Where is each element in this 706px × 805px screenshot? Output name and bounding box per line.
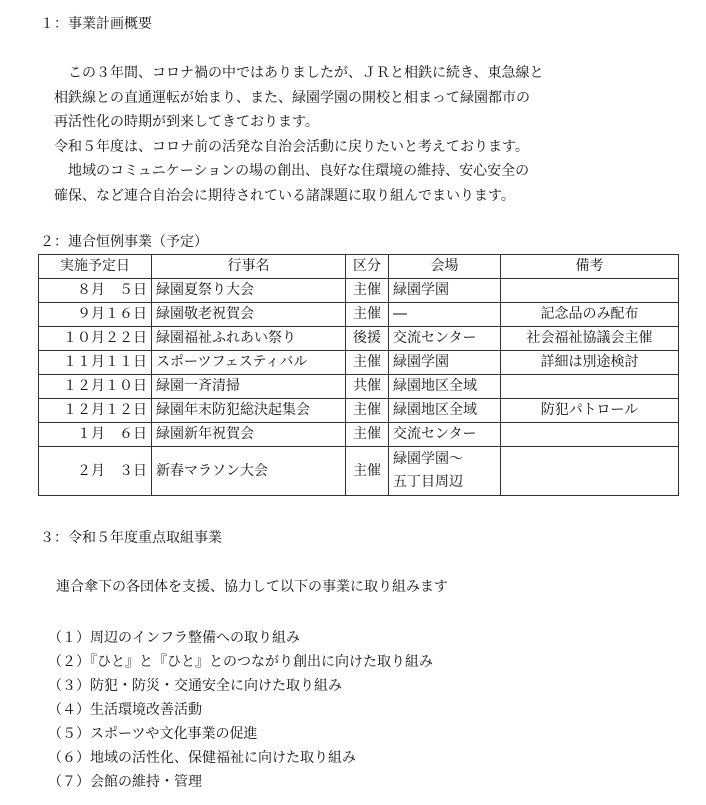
cell-event-name: 新春マラソン大会 [152,447,346,496]
cell-event-name: 緑園敬老祝賀会 [152,303,346,327]
table-row [39,351,679,375]
table-header-row [39,255,679,279]
cell-venue [389,447,501,496]
header-division: 区分 [346,255,389,279]
cell-division: 主催 [346,351,389,375]
cell-date: １２月１２日 [39,399,152,423]
paragraph-line: この３年間、コロナ禍の中ではありましたが、ＪＲと相鉄に続き、東急線と [54,65,544,81]
cell-event-name: 緑園年末防犯総決起集会 [152,399,346,423]
cell-venue: ― [389,303,501,327]
events-table [38,254,679,496]
table-row [39,303,679,327]
table-row [39,279,679,303]
paragraph-line: 令和５年度は、コロナ前の活発な自治会活動に戻りたいと考えております。 [54,138,529,155]
table-row [39,399,679,423]
cell-note: 社会福祉協議会主催 [501,327,679,351]
cell-event-name: 緑園福祉ふれあい祭り [152,327,346,351]
cell-note [501,375,679,399]
cell-division: 主催 [346,303,389,327]
venue-line: 緑園学園～ [393,451,463,467]
cell-division: 主催 [346,279,389,303]
cell-note [501,423,679,447]
header-event-name: 行事名 [152,255,346,279]
cell-date: １月 ６日 [39,423,152,447]
header-date: 実施予定日 [39,255,152,279]
venue-line: 五丁目周辺 [393,474,463,490]
cell-venue: 緑園地区全域 [389,375,501,399]
cell-venue: 交流センター [389,423,501,447]
cell-note: 防犯パトロール [501,399,679,423]
cell-division: 共催 [346,375,389,399]
cell-division: 主催 [346,423,389,447]
cell-division: 主催 [346,399,389,423]
list-item: （２）『ひと』と『ひと』とのつながり創出に向けた取り組み [48,654,433,670]
paragraph-line: 再活性化の時期が到来してきております。 [54,114,319,130]
list-item: （５）スポーツや文化事業の促進 [48,726,258,742]
cell-date: ８月 ５日 [39,279,152,303]
cell-event-name: 緑園新年祝賀会 [152,423,346,447]
priority-projects-list [48,626,433,794]
cell-date: １２月１０日 [39,375,152,399]
header-note: 備考 [501,255,679,279]
paragraph-line: 相鉄線との直通運転が始まり、また、緑園学園の開校と相まって緑園都市の [54,89,530,106]
cell-date: １１月１１日 [39,351,152,375]
list-item: （３）防犯・防災・交通安全に向けた取り組み [48,678,342,694]
table-row [39,327,679,351]
paragraph-line: 地域のコミュニケーションの場の創出、良好な住環境の維持、安心安全の [54,163,530,179]
table-row [39,423,679,447]
cell-note: 詳細は別途検討 [501,351,679,375]
cell-division: 主催 [346,447,389,496]
cell-note [501,279,679,303]
header-venue: 会場 [389,255,501,279]
paragraph-line: 確保、など連合自治会に期待されている諸課題に取り組んでまいります。 [54,187,515,204]
list-item: （１）周辺のインフラ整備への取り組み [48,630,300,646]
list-item: （７）会館の維持・管理 [48,774,202,790]
list-item: （６）地域の活性化、保健福祉に向けた取り組み [48,750,356,766]
cell-event-name: スポーツフェスティバル [152,351,346,375]
cell-venue: 緑園学園 [389,351,501,375]
cell-date: １０月２２日 [39,327,152,351]
table-row [39,447,679,496]
section1-title: １：事業計画概要 [40,16,152,32]
section3-title: ３：令和５年度重点取組事業 [40,530,222,546]
section3-intro: 連合傘下の各団体を支援、協力して以下の事業に取り組みます [56,579,448,595]
section2-title: ２：連合恒例事業（予定） [40,234,208,250]
cell-division: 後援 [346,327,389,351]
table-row [39,375,679,399]
cell-venue: 緑園学園 [389,279,501,303]
section1-paragraph [54,61,543,208]
cell-date: ９月１６日 [39,303,152,327]
cell-venue: 交流センター [389,327,501,351]
cell-event-name: 緑園夏祭り大会 [152,279,346,303]
list-item: （４）生活環境改善活動 [48,702,202,718]
cell-event-name: 緑園一斉清掃 [152,375,346,399]
cell-venue: 緑園地区全域 [389,399,501,423]
cell-note: 記念品のみ配布 [501,303,679,327]
cell-date: ２月 ３日 [39,447,152,496]
cell-note [501,447,679,496]
